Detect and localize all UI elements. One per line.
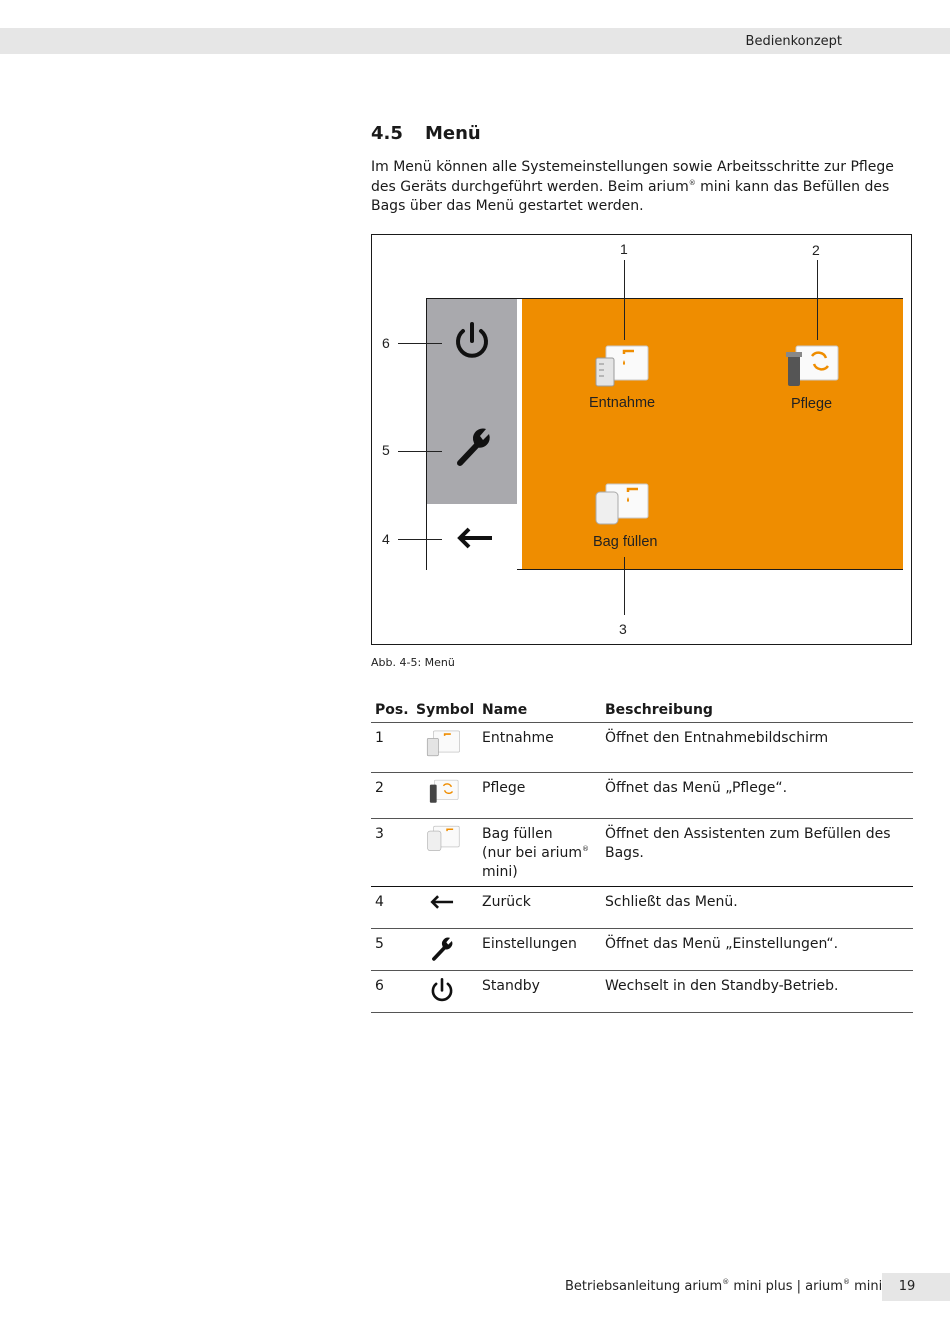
row-symbol bbox=[416, 971, 482, 1013]
back-panel bbox=[427, 504, 517, 570]
page-number: 19 bbox=[898, 1279, 916, 1294]
row-pos: 6 bbox=[371, 971, 416, 1013]
col-name: Name bbox=[482, 698, 605, 723]
table-row bbox=[371, 723, 913, 773]
row-symbol bbox=[416, 723, 482, 773]
back-arrow-icon bbox=[429, 893, 455, 911]
callout-5: 5 bbox=[382, 442, 390, 458]
col-pos: Pos. bbox=[371, 698, 416, 723]
col-symbol: Symbol bbox=[416, 698, 482, 723]
row-name: Entnahme bbox=[482, 723, 605, 773]
row-symbol bbox=[416, 929, 482, 971]
row-name: Einstellungen bbox=[482, 929, 605, 971]
callout-1: 1 bbox=[620, 241, 628, 257]
intro-text-2: mini kann das Befüllen des Bags über das Menü gestartet werden. bbox=[371, 178, 890, 214]
power-icon[interactable] bbox=[452, 321, 492, 363]
registered-mark: ® bbox=[688, 178, 696, 187]
row-symbol bbox=[416, 819, 482, 887]
intro-text-1: Im Menü können alle Systemeinstellungen sowie Arbeitsschritte zur Pflege des Geräts durchgeführt werden. Beim arium bbox=[371, 159, 894, 195]
row-description: Öffnet den Entnahmebildschirm bbox=[605, 723, 913, 773]
row-description: Schließt das Menü. bbox=[605, 887, 913, 929]
row-name: Pflege bbox=[482, 773, 605, 819]
row-pos: 4 bbox=[371, 887, 416, 929]
power-icon bbox=[429, 977, 455, 1005]
callout-6: 6 bbox=[382, 335, 390, 351]
section-number: 4.5 bbox=[371, 123, 403, 144]
pflege-icon bbox=[426, 779, 462, 805]
intro-paragraph bbox=[371, 158, 921, 217]
figure-caption: Abb. 4-5: Menü bbox=[371, 656, 455, 669]
row-pos: 2 bbox=[371, 773, 416, 819]
row-name-note-2: mini) bbox=[482, 864, 518, 880]
callout-2: 2 bbox=[812, 242, 820, 258]
table-row bbox=[371, 887, 913, 929]
footer-title bbox=[565, 1279, 882, 1294]
row-description: Wechselt in den Standby-Betrieb. bbox=[605, 971, 913, 1013]
sidebar-panel bbox=[427, 299, 517, 504]
row-name-note: (nur bei arium bbox=[482, 845, 582, 861]
entnahme-label: Entnahme bbox=[589, 395, 656, 411]
row-pos: 5 bbox=[371, 929, 416, 971]
row-symbol bbox=[416, 773, 482, 819]
table-row bbox=[371, 819, 913, 887]
row-name-main: Bag füllen bbox=[482, 826, 553, 842]
table-row bbox=[371, 773, 913, 819]
row-pos: 3 bbox=[371, 819, 416, 887]
menu-figure bbox=[371, 234, 912, 645]
pflege-label: Pflege bbox=[791, 396, 833, 412]
wrench-icon bbox=[429, 935, 455, 963]
row-description: Öffnet den Assistenten zum Befüllen des Bags. bbox=[605, 819, 913, 887]
back-arrow-icon[interactable] bbox=[455, 526, 495, 550]
table-row bbox=[371, 929, 913, 971]
wrench-icon[interactable] bbox=[452, 425, 494, 469]
registered-mark: ® bbox=[582, 845, 589, 853]
section-title: Menü bbox=[425, 123, 481, 144]
footer-text-b: mini plus | arium bbox=[729, 1279, 843, 1294]
row-description: Öffnet das Menü „Pflege“. bbox=[605, 773, 913, 819]
registered-mark: ® bbox=[842, 1278, 850, 1286]
row-name bbox=[482, 819, 605, 887]
registered-mark: ® bbox=[722, 1278, 730, 1286]
callout-4: 4 bbox=[382, 531, 390, 547]
entnahme-icon bbox=[426, 729, 462, 759]
entnahme-icon[interactable] bbox=[594, 344, 652, 390]
menu-screen bbox=[426, 298, 903, 570]
row-description: Öffnet das Menü „Einstellungen“. bbox=[605, 929, 913, 971]
col-description: Beschreibung bbox=[605, 698, 913, 723]
running-header: Bedienkonzept bbox=[745, 34, 842, 49]
footer-text-c: mini bbox=[849, 1279, 883, 1294]
bag-fill-icon bbox=[426, 825, 462, 853]
table-header bbox=[371, 698, 913, 723]
table-row bbox=[371, 971, 913, 1013]
row-name: Standby bbox=[482, 971, 605, 1013]
row-name: Zurück bbox=[482, 887, 605, 929]
pflege-icon[interactable] bbox=[784, 344, 842, 390]
bag-fill-label: Bag füllen bbox=[593, 534, 658, 550]
bag-fill-icon[interactable] bbox=[594, 482, 652, 528]
legend-table bbox=[371, 698, 913, 1013]
menu-content-area bbox=[522, 299, 903, 569]
callout-3: 3 bbox=[619, 621, 627, 637]
row-symbol bbox=[416, 887, 482, 929]
footer-text-a: Betriebsanleitung arium bbox=[565, 1279, 723, 1294]
row-pos: 1 bbox=[371, 723, 416, 773]
